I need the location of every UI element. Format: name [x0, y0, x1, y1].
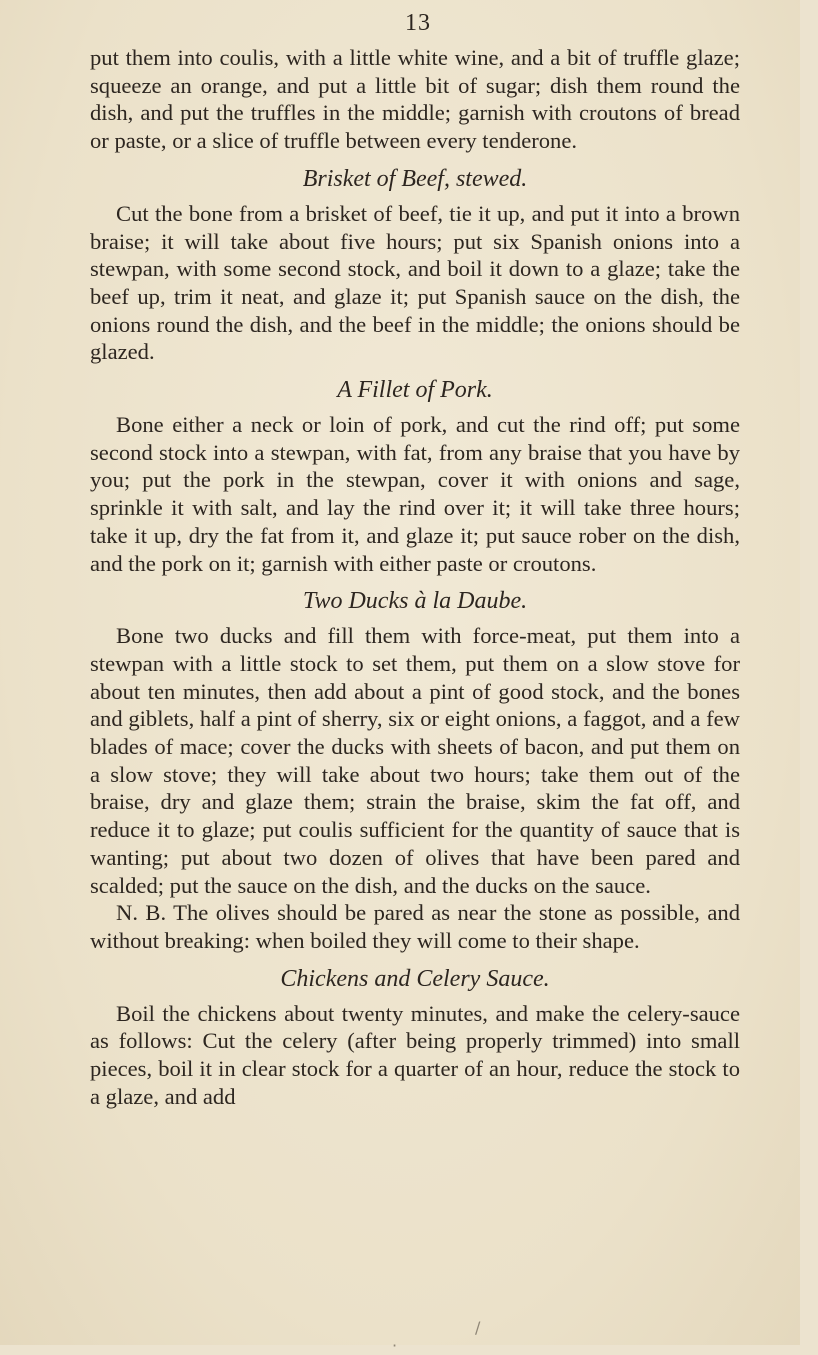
paper-speck: · — [392, 1336, 398, 1355]
paper-speck: / — [475, 1318, 481, 1337]
page-number: 13 — [405, 10, 431, 36]
recipe-text-ducks-a-la-daube: Bone two ducks and fill them with force-meat, put them into a stewpan with a little stock to set them, put them on a slow stove for about ten minutes, then add about a pint of good stock, and the bones and giblets, half a pint of sherry, six or eight onions, a faggot, and a few blades of mace; cover the ducks with sheets of bacon, and put them on a slow stove; they will take about two hours; take them out of the braise, dry and glaze them; strain the braise, skim the fat off, and reduce it to glaze; put coulis sufficient for the quantity of sauce that is wanting; put about two dozen of olives that have been pared and scalded; put the sauce on the dish, and the ducks on the sauce. — [90, 623, 740, 898]
recipe-text-brisket: Cut the bone from a brisket of beef, tie it up, and put it into a brown braise; it will take about five hours; put six Spanish onions into a stewpan, with some second stock, and boil it down to a glaze; take the beef up, trim it neat, and glaze it; put Spanish sauce on the dish, the onions round the dish, and the beef in the middle; the onions should be glazed. — [90, 200, 740, 365]
recipe-title-brisket: Brisket of Beef, stewed. — [302, 165, 528, 192]
recipe-text-fillet-of-pork: Bone either a neck or loin of pork, and cut the rind off; put some second stock into a stewpan, with fat, from any braise that you have by you; put the pork in the stewpan, cover it with onions and sage, sprinkle it with salt, and lay the rind over it; it will take three hours; take it up, dry the fat from it, and glaze it; put sauce rober on the dish, and the pork on it; garnish with either paste or croutons. — [90, 412, 740, 576]
page-text — [90, 44, 740, 1111]
recipe-title-fillet-of-pork: A Fillet of Pork. — [337, 377, 493, 404]
paragraph-continuation: put them into coulis, with a little white wine, and a bit of truffle glaze; squeeze an orange, and put a little bit of sugar; dish them round the dish, and put the truffles in the middle; garnish with croutons of bread or paste, or a slice of truffle between every tenderone. — [90, 45, 740, 154]
recipe-note-ducks-a-la-daube: N. B. The olives should be pared as near the stone as possible, and without breaking: when boiled they will come to their shape. — [90, 900, 740, 953]
recipe-title-ducks-a-la-daube: Two Ducks à la Daube. — [302, 588, 528, 615]
recipe-title-chickens-celery-sauce: Chickens and Celery Sauce. — [280, 965, 550, 992]
recipe-text-chickens-celery-sauce: Boil the chickens about twenty minutes, and make the celery-sauce as follows: Cut the celery (after being properly trimmed) into small pieces, boil it in clear stock for a quarter of an hour, reduce the stock to a glaze, and add — [90, 1000, 740, 1109]
